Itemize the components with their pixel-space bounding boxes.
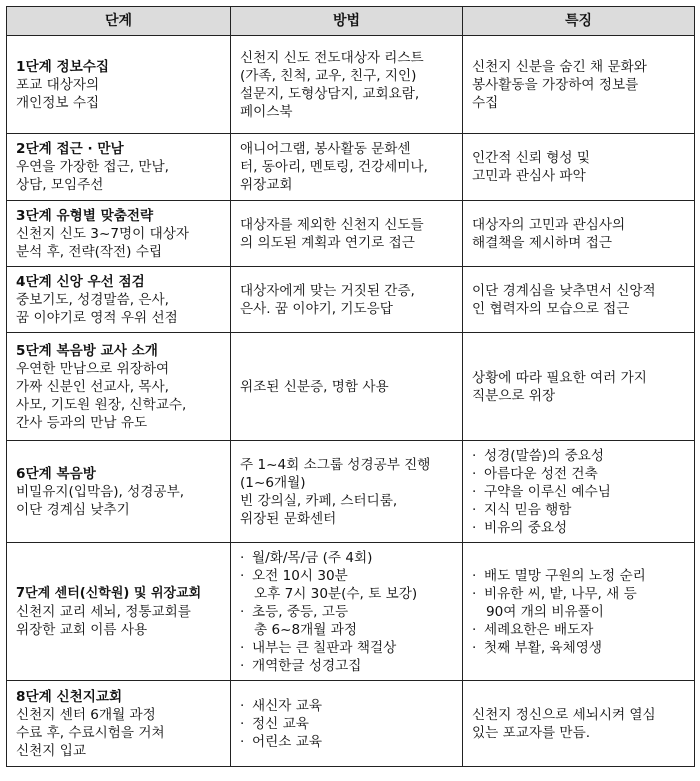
method-line: 애니어그램, 봉사활동 문화센 xyxy=(240,141,411,157)
method-cell xyxy=(231,134,463,201)
step-desc-line: 분석 후, 전략(작전) 수립 xyxy=(16,243,163,260)
method-line: 빈 강의실, 카페, 스터디룸, xyxy=(240,492,398,509)
method-line: 페이스북 xyxy=(240,103,293,120)
feature-bullet: · 비유의 중요성 xyxy=(472,519,568,536)
step-cell xyxy=(7,134,231,201)
table-row xyxy=(7,134,695,201)
step-desc-line: 우연을 가장한 접근, 만남, xyxy=(16,159,169,175)
feature-bullet: · 세례요한은 배도자 xyxy=(472,621,594,638)
method-cell xyxy=(231,681,463,767)
method-cell xyxy=(231,267,463,333)
feature-bullet: · 구약을 이루신 예수님 xyxy=(472,483,611,500)
step-desc-line: 신천지 센터 6개월 과정 xyxy=(16,706,156,723)
step-desc-line: 중보기도, 성경말씀, 은사, xyxy=(16,291,169,308)
feature-bullet: · 지식 믿음 행함 xyxy=(472,501,572,518)
method-bullet: · 월/화/목/금 (주 4회) xyxy=(240,549,373,566)
step-title: 5단계 복음방 교사 소개 xyxy=(16,342,158,359)
method-line: (1~6개월) xyxy=(240,474,306,491)
method-line: 은사. 꿈 이야기, 기도응답 xyxy=(240,300,393,317)
step-cell xyxy=(7,681,231,767)
feature-cell xyxy=(463,134,695,201)
method-line: 대상자를 제외한 신천지 신도들 xyxy=(240,216,424,233)
step-title: 7단계 센터(신학원) 및 위장교회 xyxy=(16,585,202,601)
method-line: 대상자에게 맞는 거짓된 간증, xyxy=(240,282,415,299)
method-line: 위장된 문화센터 xyxy=(240,510,337,527)
step-title: 4단계 신앙 우선 점검 xyxy=(16,273,145,290)
step-desc-line: 개인정보 수집 xyxy=(16,94,100,111)
step-desc-line: 포교 대상자의 xyxy=(16,76,100,93)
feature-line: 고민과 관심사 파악 xyxy=(472,168,586,184)
table-row xyxy=(7,201,695,267)
method-bullet: · 개역한글 성경고집 xyxy=(240,657,362,674)
method-cell xyxy=(231,201,463,267)
method-subline: 총 6~8개월 과정 xyxy=(254,621,357,638)
step-cell xyxy=(7,267,231,333)
method-line: 위장교회 xyxy=(240,177,293,193)
feature-cell xyxy=(463,441,695,543)
feature-bullet: · 배도 멸망 구원의 노정 순리 xyxy=(472,567,646,584)
feature-cell xyxy=(463,543,695,681)
method-bullet: · 오전 10시 30분 xyxy=(240,567,348,584)
feature-cell xyxy=(463,681,695,767)
header-method: 방법 xyxy=(231,7,463,36)
feature-cell xyxy=(463,201,695,267)
step-desc-line: 이단 경계심 낮추기 xyxy=(16,501,130,518)
table-row xyxy=(7,267,695,333)
method-subline: 오후 7시 30분(수, 토 보강) xyxy=(254,585,418,602)
header-step: 단계 xyxy=(7,7,231,36)
method-cell xyxy=(231,36,463,134)
step-desc-line: 비밀유지(입막음), 성경공부, xyxy=(16,483,185,500)
feature-line: 해결책을 제시하며 접근 xyxy=(472,234,612,251)
step-desc-line: 신천지 교리 세뇌, 정통교회를 xyxy=(16,603,191,620)
step-desc-line: 간사 등과의 만남 유도 xyxy=(16,414,148,431)
feature-line: 이단 경계심을 낮추면서 신앙적 xyxy=(472,282,656,299)
step-cell xyxy=(7,441,231,543)
method-line: (가족, 친척, 교우, 친구, 지인) xyxy=(240,67,417,84)
method-line: 의 의도된 계획과 연기로 접근 xyxy=(240,234,415,251)
method-line: 터, 동아리, 멘토링, 건강세미나, xyxy=(240,159,428,175)
feature-bullet: · 비유한 씨, 밭, 나무, 새 등 xyxy=(472,585,637,602)
step-desc-line: 상담, 모임주선 xyxy=(16,177,104,193)
step-title: 6단계 복음방 xyxy=(16,465,96,482)
step-cell xyxy=(7,36,231,134)
step-cell xyxy=(7,333,231,441)
method-cell xyxy=(231,441,463,543)
table-row xyxy=(7,681,695,767)
method-bullet: · 새신자 교육 xyxy=(240,697,322,714)
feature-line: 신천지 신분을 숨긴 채 문화와 xyxy=(472,58,647,75)
feature-line: 봉사활동을 가장하여 정보를 xyxy=(472,76,639,93)
method-bullet: · 초등, 중등, 고등 xyxy=(240,603,349,620)
step-desc-line: 신천지 신도 3~7명이 대상자 xyxy=(16,225,189,242)
step-title: 8단계 신천지교회 xyxy=(16,688,123,705)
feature-line: 인 협력자의 모습으로 접근 xyxy=(472,300,630,317)
feature-line: 있는 포교자를 만듬. xyxy=(472,724,591,741)
table-row xyxy=(7,543,695,681)
feature-cell xyxy=(463,333,695,441)
method-line: 주 1~4회 소그룹 성경공부 진행 xyxy=(240,456,431,473)
process-table xyxy=(6,6,695,767)
method-bullet: · 어린소 교육 xyxy=(240,733,322,750)
step-cell xyxy=(7,201,231,267)
step-desc-line: 가짜 신분인 선교사, 목사, xyxy=(16,378,169,395)
feature-cell xyxy=(463,36,695,134)
feature-line: 대상자의 고민과 관심사의 xyxy=(472,216,626,233)
step-desc-line: 우연한 만남으로 위장하여 xyxy=(16,360,170,377)
table-row xyxy=(7,36,695,134)
method-line: 신천지 신도 전도대상자 리스트 xyxy=(240,49,424,66)
method-cell xyxy=(231,333,463,441)
method-cell xyxy=(231,543,463,681)
step-desc-line: 신천지 입교 xyxy=(16,742,86,759)
feature-bullet: · 첫째 부활, 육체영생 xyxy=(472,639,603,656)
feature-bullet: · 아름다운 성전 건축 xyxy=(472,465,598,482)
method-bullet: · 내부는 큰 칠판과 책걸상 xyxy=(240,639,397,656)
table-row xyxy=(7,333,695,441)
feature-line: 상황에 따라 필요한 여러 가지 xyxy=(472,369,647,386)
feature-line: 수집 xyxy=(472,94,499,111)
step-title: 2단계 접근 · 만남 xyxy=(16,141,124,157)
feature-bullet: · 성경(말씀)의 중요성 xyxy=(472,447,604,464)
table-header-row xyxy=(7,7,695,36)
step-desc-line: 꿈 이야기로 영적 우위 선점 xyxy=(16,309,178,326)
method-line: 설문지, 도형상담지, 교회요람, xyxy=(240,85,420,102)
step-desc-line: 사모, 기도원 원장, 신학교수, xyxy=(16,396,187,413)
step-title: 3단계 유형별 맞춤전략 xyxy=(16,207,154,224)
table-row xyxy=(7,441,695,543)
feature-line: 직분으로 위장 xyxy=(472,387,556,404)
step-cell xyxy=(7,543,231,681)
method-bullet: · 정신 교육 xyxy=(240,715,309,732)
step-desc-line: 위장한 교회 이름 사용 xyxy=(16,621,148,638)
step-title: 1단계 정보수집 xyxy=(16,58,109,75)
feature-line: 신천지 정신으로 세뇌시켜 열심 xyxy=(472,706,656,723)
feature-subline: 90여 개의 비유풀이 xyxy=(486,603,604,620)
feature-cell xyxy=(463,267,695,333)
header-feature: 특징 xyxy=(463,7,695,36)
step-desc-line: 수료 후, 수료시험을 거쳐 xyxy=(16,724,165,741)
feature-line: 인간적 신뢰 형성 및 xyxy=(472,150,591,166)
method-line: 위조된 신분증, 명함 사용 xyxy=(240,378,389,395)
